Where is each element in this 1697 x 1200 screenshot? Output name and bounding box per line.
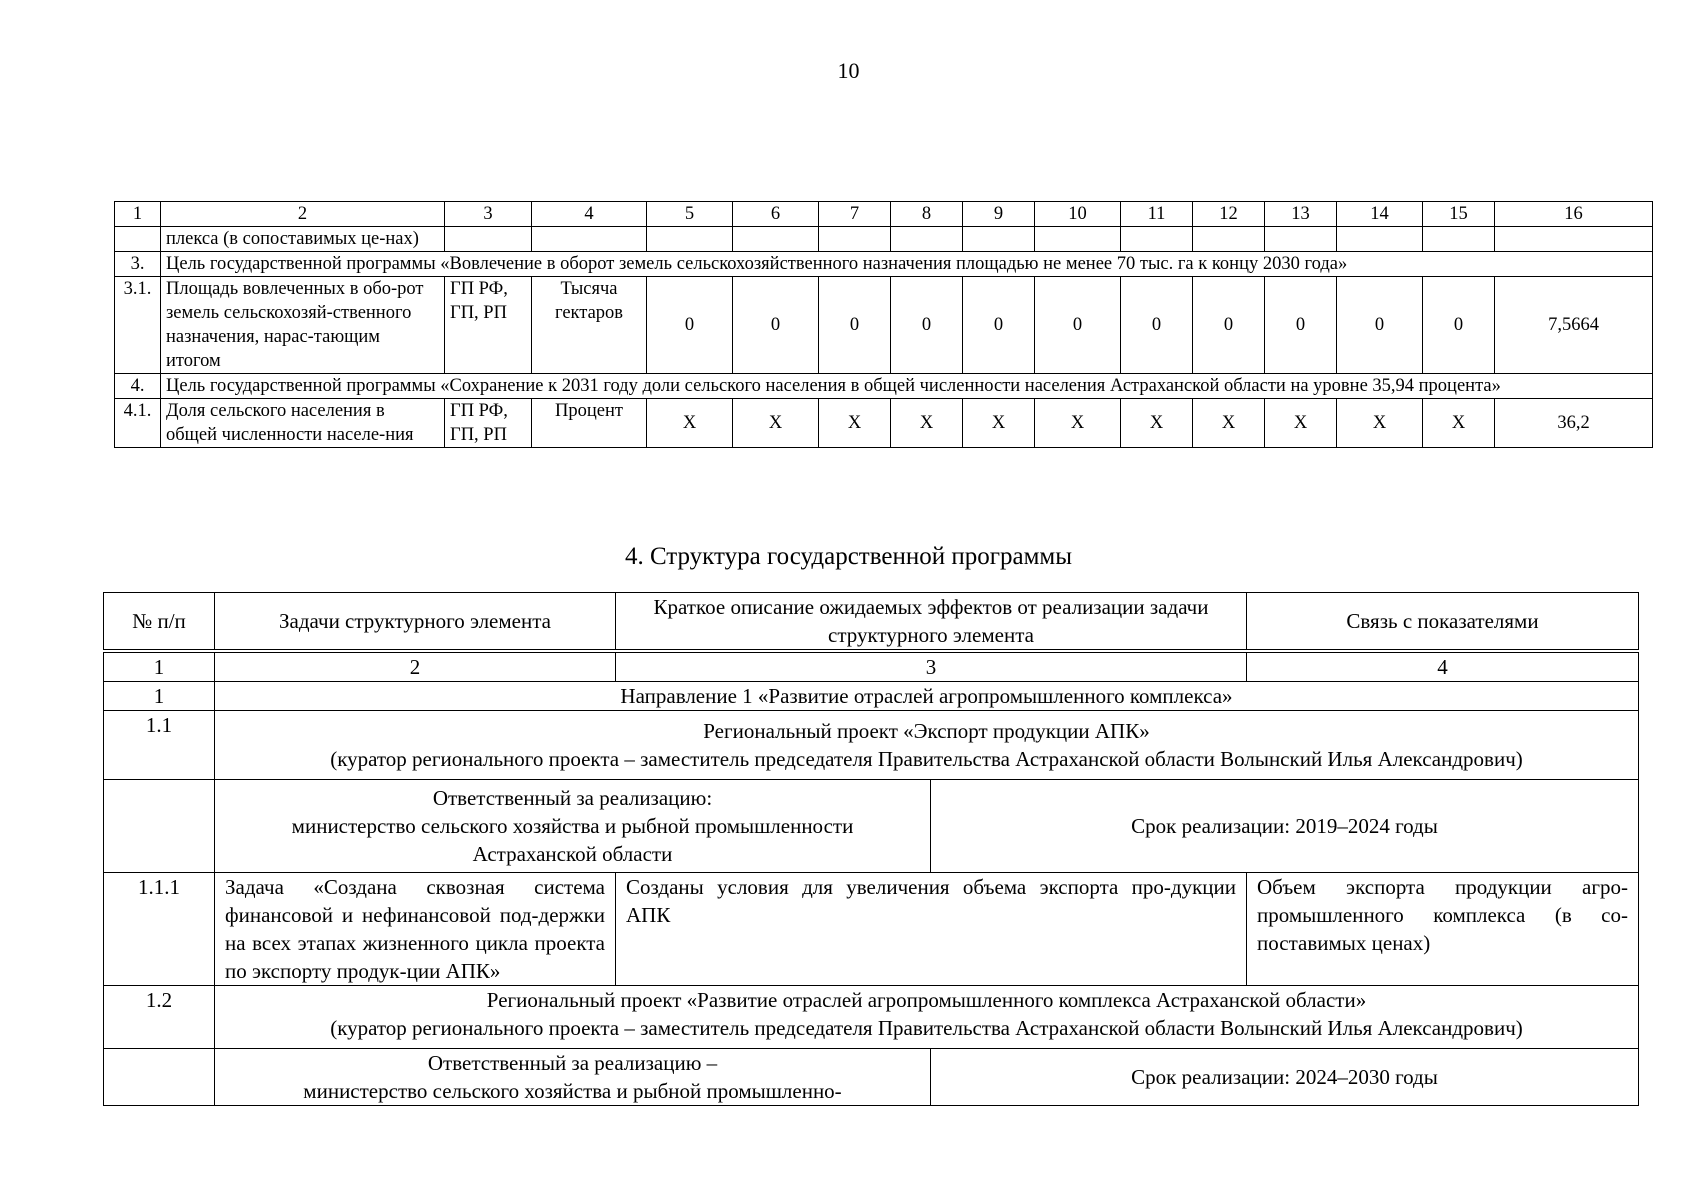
value-cell: 0 — [1423, 277, 1495, 374]
value-cell: 0 — [733, 277, 819, 374]
project-row — [104, 986, 1639, 1049]
column-number: 1 — [104, 651, 215, 682]
row-number: 3.1. — [115, 277, 161, 374]
value-cell: 0 — [1265, 277, 1337, 374]
implementation-term: Срок реализации: 2024–2030 годы — [931, 1049, 1639, 1106]
column-number: 6 — [733, 202, 819, 227]
indicator-link: Объем экспорта продукции агро-промышленного комплекса (в со-поставимых ценах) — [1247, 873, 1639, 986]
indicator-unit: Процент — [532, 399, 647, 448]
responsible-label: Ответственный за реализацию – — [427, 1051, 718, 1075]
indicator-name: Доля сельского населения в общей численности населе-ния — [161, 399, 445, 448]
value-cell: 0 — [819, 277, 891, 374]
value-cell: Х — [1035, 399, 1121, 448]
table-row — [115, 277, 1653, 374]
project-row — [104, 711, 1639, 780]
responsible-label: Ответственный за реализацию: — [432, 786, 713, 810]
row-number: 4. — [115, 374, 161, 399]
value-cell: 0 — [647, 277, 733, 374]
column-number: 11 — [1121, 202, 1193, 227]
value-cell: 0 — [891, 277, 963, 374]
task-text: Задача «Создана сквозная система финансовой и нефинансовой под-держки на всех этапах жизненного цикла проекта по экспорту продук-ции АПК» — [215, 873, 616, 986]
indicator-level: ГП РФ, ГП, РП — [445, 277, 532, 374]
column-number: 1 — [115, 202, 161, 227]
column-number: 14 — [1337, 202, 1423, 227]
structure-header-row — [104, 593, 1639, 652]
column-number: 9 — [963, 202, 1035, 227]
indicators-table — [114, 201, 1653, 448]
responsible-row — [104, 1049, 1639, 1106]
project-title: Региональный проект «Экспорт продукции АПК» — [703, 719, 1150, 743]
column-number: 4 — [1247, 651, 1639, 682]
column-number: 7 — [819, 202, 891, 227]
column-number: 8 — [891, 202, 963, 227]
value-cell: Х — [891, 399, 963, 448]
row-number: 3. — [115, 252, 161, 277]
column-number: 3 — [616, 651, 1247, 682]
responsible-cell — [215, 780, 931, 873]
row-number: 1 — [104, 682, 215, 711]
header-tasks: Задачи структурного элемента — [215, 593, 616, 652]
direction-row — [104, 682, 1639, 711]
row-number: 1.1 — [104, 711, 215, 780]
row-number: 1.2 — [104, 986, 215, 1049]
value-cell: Х — [647, 399, 733, 448]
structure-table — [103, 592, 1639, 1106]
project-curator: (куратор регионального проекта – заместитель председателя Правительства Астраханской области Волынский Илья Александрович) — [330, 1016, 1523, 1040]
column-number: 5 — [647, 202, 733, 227]
value-cell: Х — [1337, 399, 1423, 448]
value-cell: Х — [1265, 399, 1337, 448]
column-number: 16 — [1495, 202, 1653, 227]
value-cell: Х — [819, 399, 891, 448]
value-cell: Х — [733, 399, 819, 448]
value-cell: 0 — [1035, 277, 1121, 374]
column-number: 15 — [1423, 202, 1495, 227]
column-numbers-row — [104, 651, 1639, 682]
project-title: Региональный проект «Развитие отраслей агропромышленного комплекса Астраханской области» — [486, 988, 1367, 1012]
responsible-cell — [215, 1049, 931, 1106]
row-number: 1.1.1 — [104, 873, 215, 986]
responsible-row — [104, 780, 1639, 873]
header-effects: Краткое описание ожидаемых эффектов от реализации задачи структурного элемента — [616, 593, 1247, 652]
value-cell: 0 — [1193, 277, 1265, 374]
task-row — [104, 873, 1639, 986]
goal-text: Цель государственной программы «Сохранение к 2031 году доли сельского населения в общей численности населения Астраханской области на уровне 35,94 процента» — [161, 374, 1653, 399]
column-number: 2 — [161, 202, 445, 227]
goal-row — [115, 252, 1653, 277]
page-number: 10 — [837, 58, 860, 83]
implementation-term: Срок реализации: 2019–2024 годы — [931, 780, 1639, 873]
row-number: 4.1. — [115, 399, 161, 448]
effect-text: Созданы условия для увеличения объема экспорта про-дукции АПК — [616, 873, 1247, 986]
project-cell — [215, 986, 1639, 1049]
column-number: 3 — [445, 202, 532, 227]
value-cell: 0 — [1121, 277, 1193, 374]
goal-row — [115, 374, 1653, 399]
responsible-organization: министерство сельского хозяйства и рыбной промышленности Астраханской области — [291, 814, 854, 866]
value-cell: 0 — [963, 277, 1035, 374]
indicator-name: Площадь вовлеченных в обо-рот земель сельскохозяй-ственного назначения, нарас-тающим итогом — [161, 277, 445, 374]
column-number: 12 — [1193, 202, 1265, 227]
header-num: № п/п — [104, 593, 215, 652]
responsible-organization: министерство сельского хозяйства и рыбной промышленно- — [303, 1079, 842, 1103]
column-number: 10 — [1035, 202, 1121, 227]
indicator-unit: Тысяча гектаров — [532, 277, 647, 374]
value-cell: Х — [1423, 399, 1495, 448]
value-cell: Х — [1193, 399, 1265, 448]
column-number: 13 — [1265, 202, 1337, 227]
value-cell: Х — [963, 399, 1035, 448]
section-title: 4. Структура государственной программы — [624, 543, 1073, 570]
column-number: 2 — [215, 651, 616, 682]
value-cell: Х — [1121, 399, 1193, 448]
table-row — [115, 399, 1653, 448]
header-links: Связь с показателями — [1247, 593, 1639, 652]
project-curator: (куратор регионального проекта – заместитель председателя Правительства Астраханской области Волынский Илья Александрович) — [330, 747, 1523, 771]
value-cell: 0 — [1337, 277, 1423, 374]
indicators-header-row — [115, 202, 1653, 227]
direction-title: Направление 1 «Развитие отраслей агропромышленного комплекса» — [215, 682, 1639, 711]
indicator-level: ГП РФ, ГП, РП — [445, 399, 532, 448]
goal-text: Цель государственной программы «Вовлечение в оборот земель сельскохозяйственного назначения площадью не менее 70 тыс. га к концу 2030 года» — [161, 252, 1653, 277]
value-cell: 36,2 — [1495, 399, 1653, 448]
indicator-name: плекса (в сопоставимых це-нах) — [161, 227, 445, 252]
column-number: 4 — [532, 202, 647, 227]
project-cell — [215, 711, 1639, 780]
table-row — [115, 227, 1653, 252]
value-cell: 7,5664 — [1495, 277, 1653, 374]
